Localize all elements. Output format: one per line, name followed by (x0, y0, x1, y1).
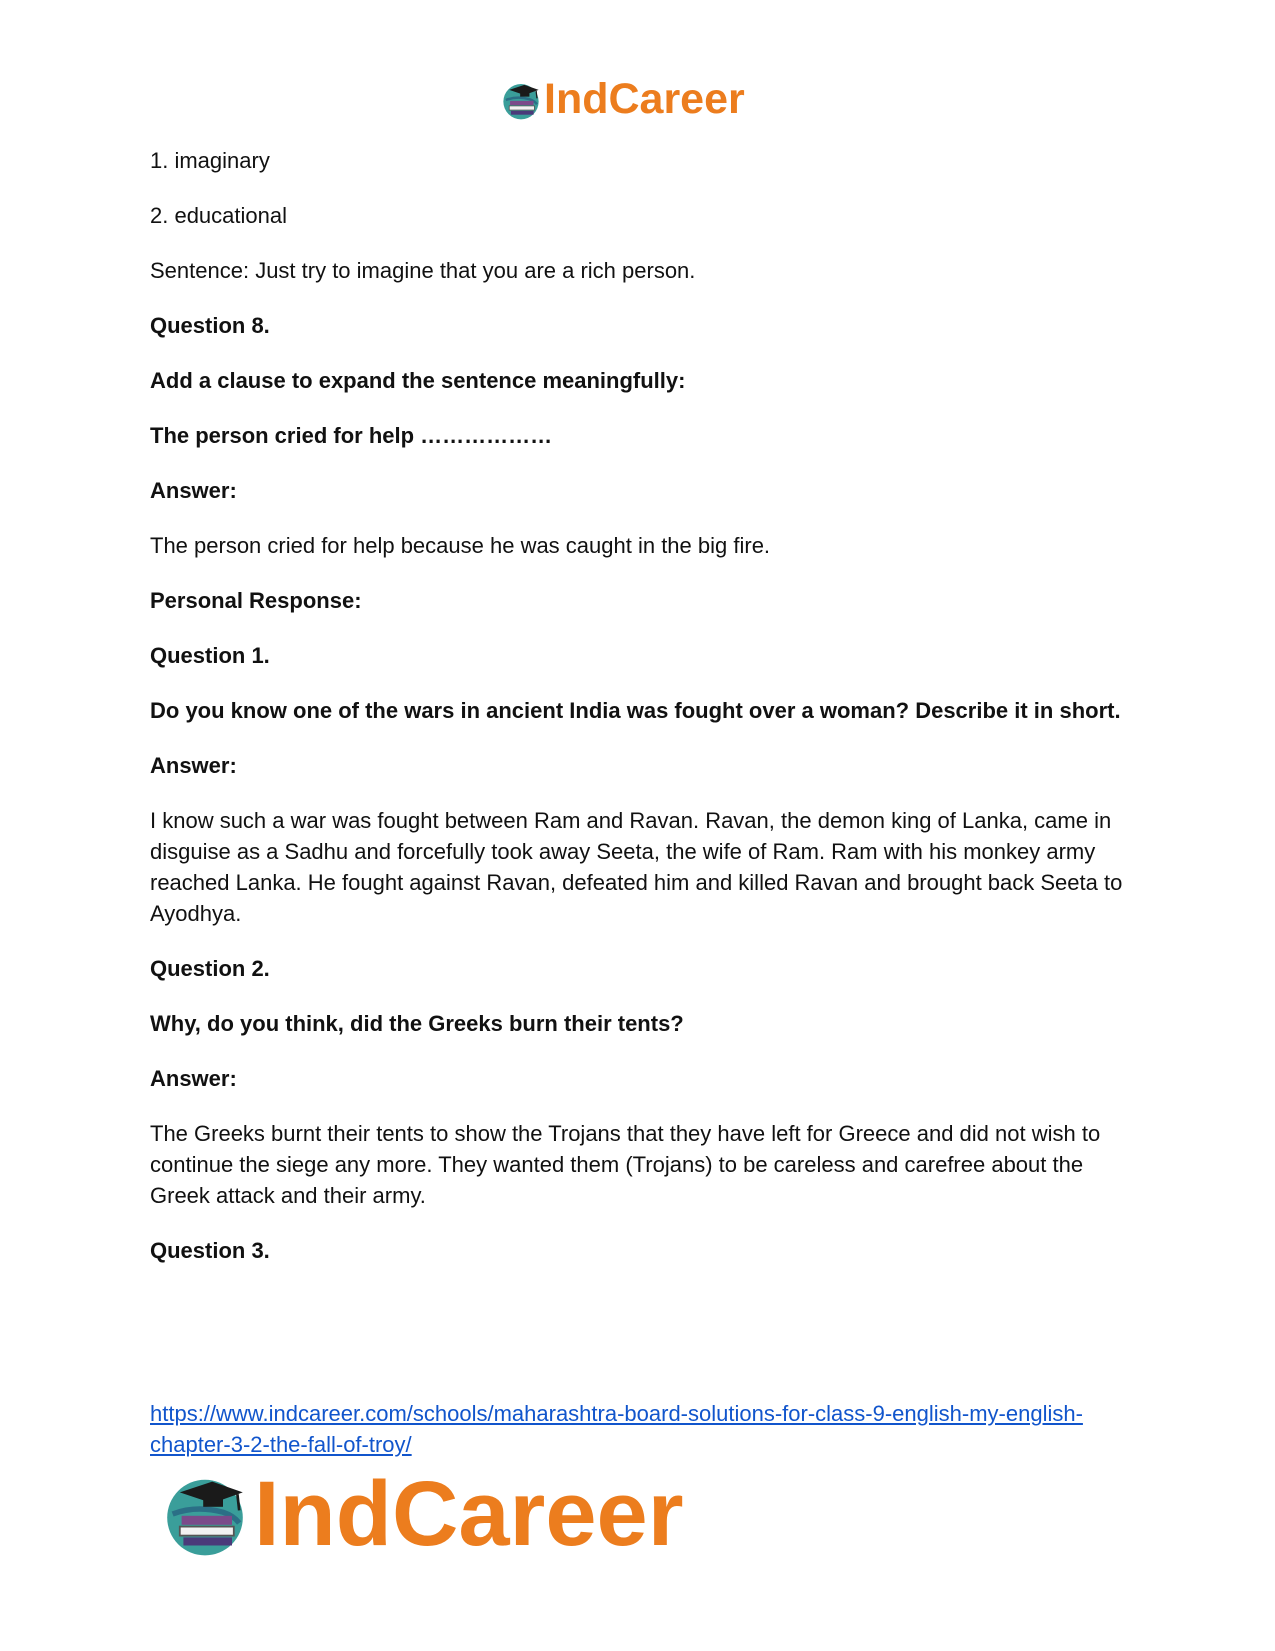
question-text: Do you know one of the wars in ancient India was fought over a woman? Describe it in short. (150, 698, 1121, 723)
answer-label: Answer: (150, 478, 237, 503)
section-heading: Personal Response: (150, 588, 362, 613)
question-text: Why, do you think, did the Greeks burn their tents? (150, 1011, 684, 1036)
header-logo (500, 75, 745, 123)
paragraph: Sentence: Just try to imagine that you are a rich person. (150, 258, 696, 283)
answer-label: Answer: (150, 1066, 237, 1091)
answer-text: The Greeks burnt their tents to show the Trojans that they have left for Greece and did not wish to continue the siege any more. They wanted them (Trojans) to be careless and carefree about the Greek attack and their army. (150, 1121, 1101, 1208)
logo-text: IndCareer (544, 75, 745, 123)
question-text: The person cried for help ……………… (150, 423, 553, 448)
question-heading: Question 8. (150, 313, 270, 338)
logo-text: IndCareer (254, 1463, 684, 1565)
globe-book-icon (500, 79, 542, 121)
answer-label: Answer: (150, 753, 237, 778)
question-text: Add a clause to expand the sentence meaningfully: (150, 368, 686, 393)
question-heading: Question 1. (150, 643, 270, 668)
answer-text: The person cried for help because he was caught in the big fire. (150, 533, 771, 558)
globe-book-icon (160, 1469, 250, 1559)
list-item: 2. educational (150, 203, 287, 228)
document-body (150, 145, 1130, 1290)
question-heading: Question 2. (150, 956, 270, 981)
answer-text: I know such a war was fought between Ram and Ravan. Ravan, the demon king of Lanka, came in disguise as a Sadhu and forcefully took away Seeta, the wife of Ram. Ram with his monkey army reached Lanka. He fought against Ravan, defeated him and killed Ravan and brought back Seeta to Ayodhya. (150, 808, 1123, 926)
question-heading: Question 3. (150, 1238, 270, 1263)
source-link[interactable]: https://www.indcareer.com/schools/maharashtra-board-solutions-for-class-9-english-my-english-chapter-3-2-the-fall-of-troy/ (150, 1401, 1083, 1457)
footer-logo (160, 1463, 684, 1565)
list-item: 1. imaginary (150, 148, 270, 173)
